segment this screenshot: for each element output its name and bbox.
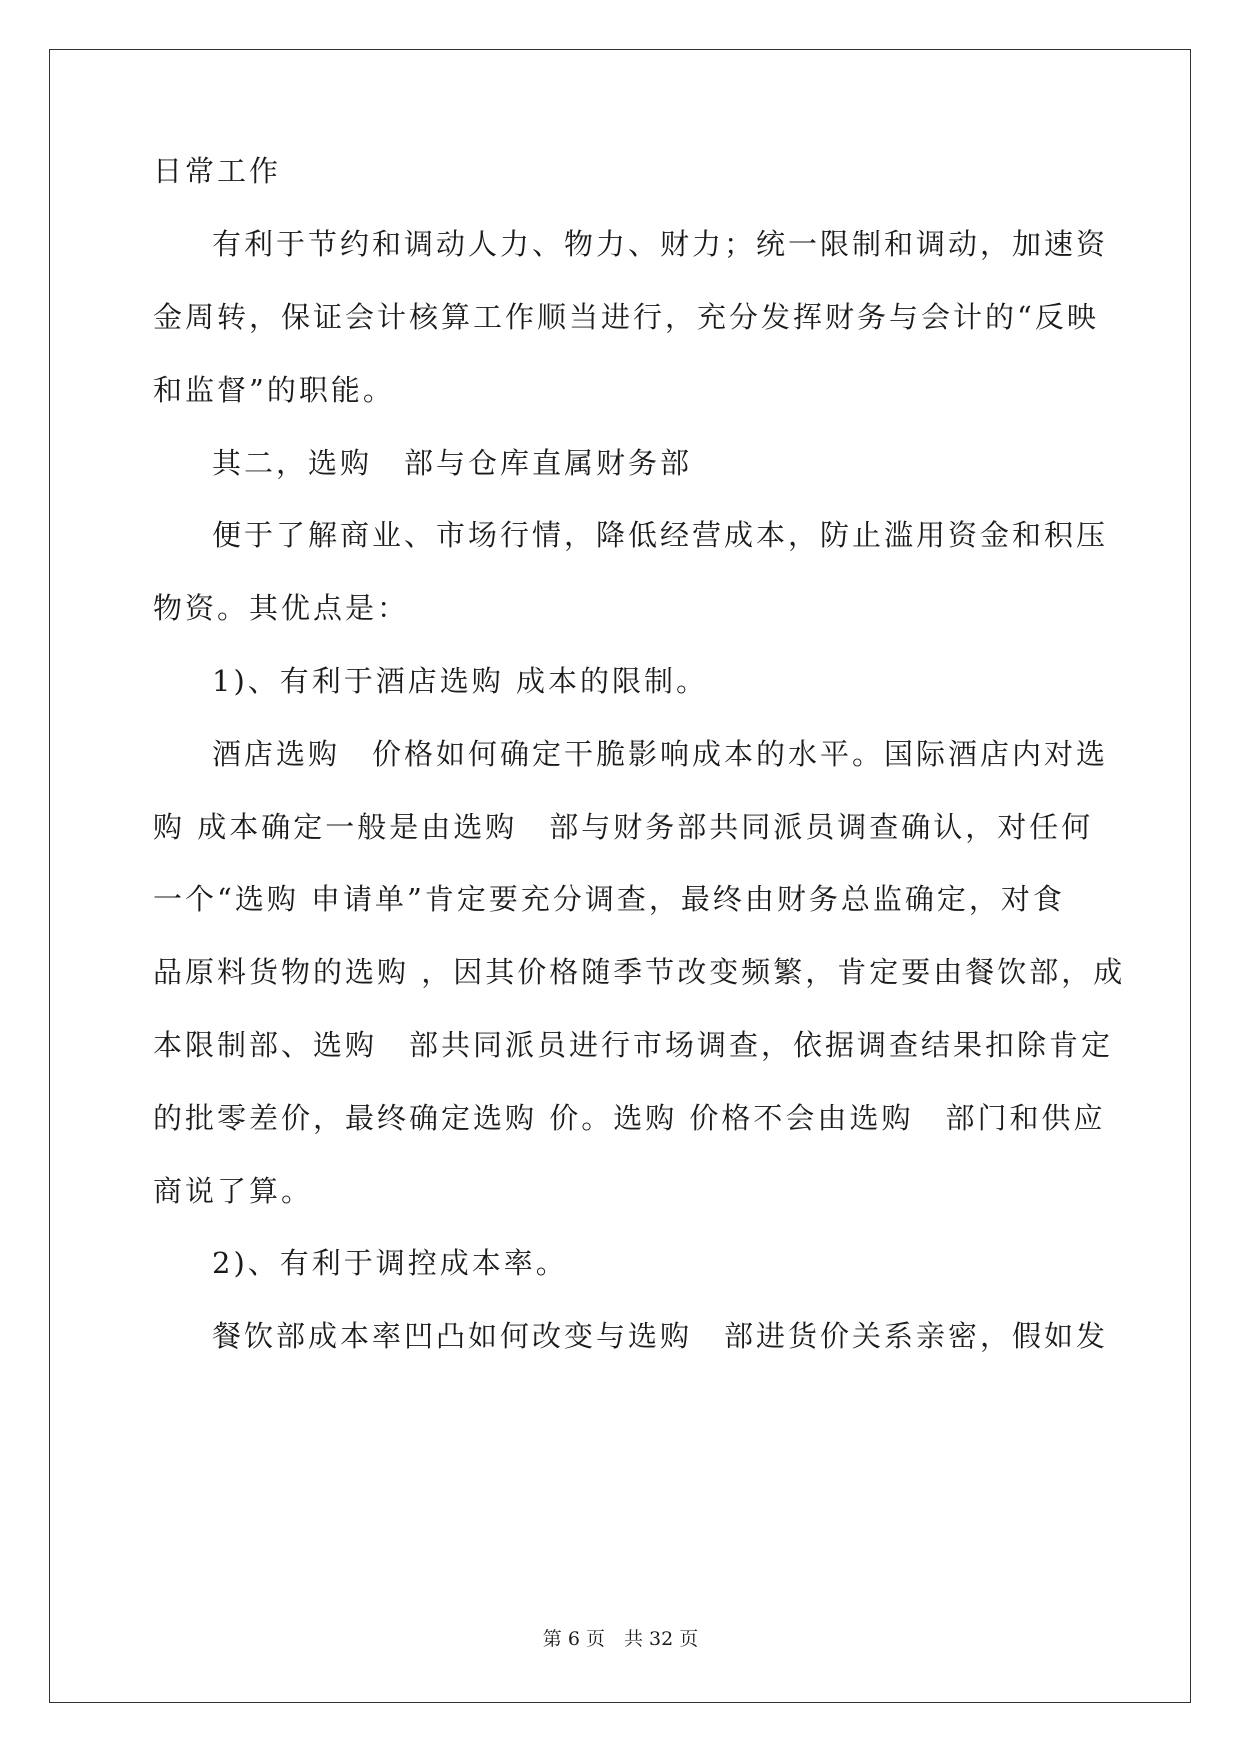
page-border <box>49 49 1191 1703</box>
text-line: 品原料货物的选购 ，因其价格随季节改变频繁，肯定要由餐饮部，成 <box>153 955 1126 989</box>
text-line: 和监督”的职能。 <box>153 373 395 407</box>
text-line: 的批零差价，最终确定选购 价。选购 价格不会由选购 部门和供应 <box>153 1101 1106 1135</box>
paragraph-line: 便于了解商业、市场行情，降低经营成本，防止滥用资金和积压 <box>212 518 1109 552</box>
text-line: 一个“选购 申请单”肯定要充分调查，最终由财务总监确定，对食 <box>153 882 1065 916</box>
text-line: 商说了算。 <box>153 1174 314 1208</box>
paragraph-line: 酒店选购 价格如何确定干脆影响成本的水平。国际酒店内对选 <box>212 737 1109 771</box>
text-line: 本限制部、选购 部共同派员进行市场调查，依据调查结果扣除肯定 <box>153 1028 1114 1062</box>
page-number-footer: 第 6 页 共 32 页 <box>542 1628 699 1650</box>
section-heading: 其二，选购 部与仓库直属财务部 <box>212 446 693 480</box>
text-line: 物资。其优点是： <box>153 591 410 625</box>
text-line: 日常工作 <box>153 154 282 188</box>
list-item-heading: 1)、有利于酒店选购 成本的限制。 <box>212 664 708 698</box>
text-line: 金周转，保证会计核算工作顺当进行，充分发挥财务与会计的“反映 <box>153 300 1099 334</box>
text-line: 购 成本确定一般是由选购 部与财务部共同派员调查确认，对任何 <box>153 810 1094 844</box>
list-item-heading: 2)、有利于调控成本率。 <box>212 1246 568 1280</box>
paragraph-line: 餐饮部成本率凹凸如何改变与选购 部进货价关系亲密，假如发 <box>212 1319 1109 1353</box>
paragraph-line: 有利于节约和调动人力、物力、财力；统一限制和调动，加速资 <box>212 227 1109 261</box>
